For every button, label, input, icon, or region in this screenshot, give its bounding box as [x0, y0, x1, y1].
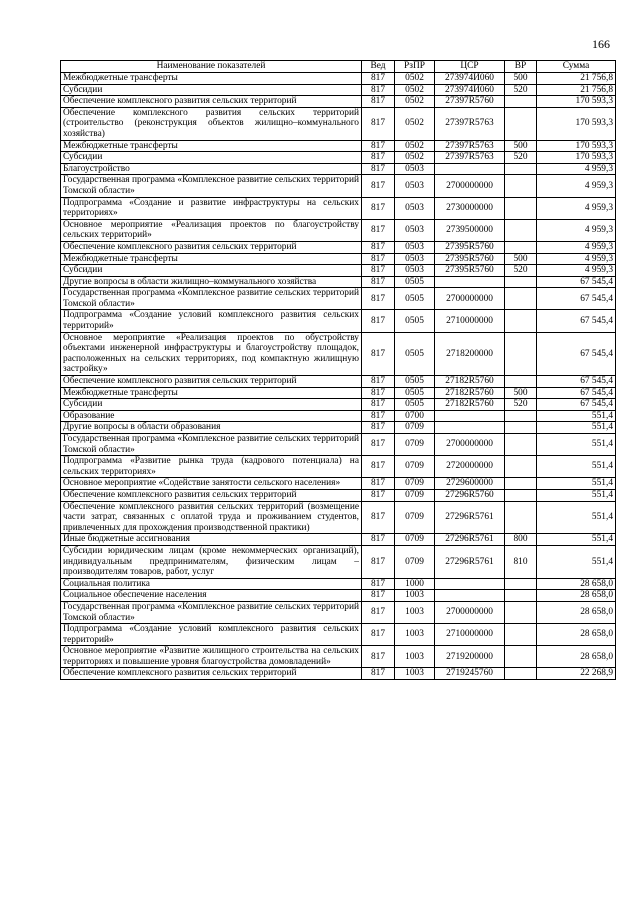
cell-vr — [505, 197, 537, 219]
cell-name: Другие вопросы в области жилищно–коммунального хозяйства — [61, 276, 362, 288]
cell-vr: 520 — [505, 399, 537, 411]
cell-csr: 27296R5761 — [435, 534, 505, 546]
table-row — [61, 501, 616, 534]
cell-csr: 27395R5760 — [435, 265, 505, 277]
cell-rzpr: 0503 — [395, 265, 435, 277]
cell-vr: 800 — [505, 534, 537, 546]
cell-sum: 551,4 — [537, 434, 616, 456]
cell-rzpr: 0503 — [395, 175, 435, 197]
cell-ved: 817 — [362, 422, 395, 434]
cell-csr: 27395R5760 — [435, 253, 505, 265]
cell-rzpr: 0709 — [395, 478, 435, 490]
table-row — [61, 163, 616, 175]
header-csr: ЦСР — [435, 61, 505, 73]
cell-sum: 67 545,4 — [537, 288, 616, 310]
cell-name: Подпрограмма «Создание и развитие инфраструктуры на сельских территориях» — [61, 197, 362, 219]
cell-vr: 810 — [505, 545, 537, 578]
cell-vr: 520 — [505, 265, 537, 277]
table-header-row — [61, 61, 616, 73]
cell-ved: 817 — [362, 624, 395, 646]
cell-ved: 817 — [362, 310, 395, 332]
cell-rzpr: 1003 — [395, 668, 435, 680]
cell-sum: 551,4 — [537, 534, 616, 546]
cell-vr — [505, 489, 537, 501]
cell-name: Межбюджетные трансферты — [61, 253, 362, 265]
cell-sum: 67 545,4 — [537, 376, 616, 388]
cell-rzpr: 1000 — [395, 578, 435, 590]
cell-name: Межбюджетные трансферты — [61, 73, 362, 85]
cell-rzpr: 0505 — [395, 288, 435, 310]
cell-sum: 28 658,0 — [537, 646, 616, 668]
cell-sum: 170 593,3 — [537, 96, 616, 108]
cell-rzpr: 0709 — [395, 422, 435, 434]
cell-name: Обеспечение комплексного развития сельских территорий — [61, 241, 362, 253]
cell-rzpr: 0502 — [395, 152, 435, 164]
header-ved: Вед — [362, 61, 395, 73]
cell-ved: 817 — [362, 152, 395, 164]
table-row — [61, 107, 616, 140]
cell-ved: 817 — [362, 73, 395, 85]
cell-ved: 817 — [362, 332, 395, 375]
cell-ved: 817 — [362, 253, 395, 265]
cell-rzpr: 0502 — [395, 140, 435, 152]
cell-sum: 67 545,4 — [537, 332, 616, 375]
cell-sum: 28 658,0 — [537, 624, 616, 646]
cell-vr: 520 — [505, 152, 537, 164]
cell-csr: 27397R5763 — [435, 140, 505, 152]
header-name: Наименование показателей — [61, 61, 362, 73]
cell-rzpr: 0700 — [395, 410, 435, 422]
cell-sum: 170 593,3 — [537, 140, 616, 152]
cell-vr — [505, 590, 537, 602]
cell-name: Подпрограмма «Развитие рынка труда (кадрового потенциала) на сельских территориях» — [61, 456, 362, 478]
cell-csr: 27182R5760 — [435, 376, 505, 388]
cell-rzpr: 0709 — [395, 501, 435, 534]
header-rzpr: РзПР — [395, 61, 435, 73]
cell-csr: 2719200000 — [435, 646, 505, 668]
cell-ved: 817 — [362, 376, 395, 388]
cell-vr: 500 — [505, 140, 537, 152]
table-row — [61, 310, 616, 332]
cell-vr — [505, 410, 537, 422]
cell-csr: 2710000000 — [435, 310, 505, 332]
cell-rzpr: 1003 — [395, 601, 435, 623]
cell-csr: 27296R5761 — [435, 545, 505, 578]
cell-rzpr: 0709 — [395, 534, 435, 546]
cell-csr: 2719245760 — [435, 668, 505, 680]
cell-ved: 817 — [362, 489, 395, 501]
table-row — [61, 410, 616, 422]
cell-name: Государственная программа «Комплексное развитие сельских территорий Томской области» — [61, 601, 362, 623]
cell-sum: 551,4 — [537, 501, 616, 534]
table-row — [61, 601, 616, 623]
cell-rzpr: 0503 — [395, 253, 435, 265]
cell-sum: 21 756,8 — [537, 84, 616, 96]
cell-vr — [505, 107, 537, 140]
cell-csr: 27182R5760 — [435, 387, 505, 399]
table-row — [61, 84, 616, 96]
cell-name: Социальное обеспечение населения — [61, 590, 362, 602]
cell-ved: 817 — [362, 434, 395, 456]
cell-rzpr: 0505 — [395, 376, 435, 388]
cell-csr: 27397R5760 — [435, 96, 505, 108]
table-row — [61, 96, 616, 108]
cell-vr — [505, 434, 537, 456]
cell-vr: 520 — [505, 84, 537, 96]
cell-sum: 551,4 — [537, 410, 616, 422]
cell-name: Субсидии — [61, 399, 362, 411]
cell-sum: 28 658,0 — [537, 601, 616, 623]
cell-rzpr: 0709 — [395, 456, 435, 478]
table-row — [61, 175, 616, 197]
cell-name: Подпрограмма «Создание условий комплексного развития сельских территорий» — [61, 310, 362, 332]
cell-sum: 21 756,8 — [537, 73, 616, 85]
table-row — [61, 422, 616, 434]
cell-name: Субсидии — [61, 265, 362, 277]
table-row — [61, 241, 616, 253]
budget-table — [60, 60, 616, 680]
cell-vr — [505, 478, 537, 490]
cell-name: Субсидии юридическим лицам (кроме некоммерческих организаций), индивидуальным предпринимателям, физическим лицам – производителям товаров, работ, услуг — [61, 545, 362, 578]
cell-sum: 170 593,3 — [537, 107, 616, 140]
table-row — [61, 646, 616, 668]
cell-vr — [505, 578, 537, 590]
cell-vr — [505, 646, 537, 668]
cell-name: Обеспечение комплексного развития сельских территорий — [61, 96, 362, 108]
table-row — [61, 434, 616, 456]
cell-csr — [435, 590, 505, 602]
cell-ved: 817 — [362, 96, 395, 108]
table-row — [61, 387, 616, 399]
table-row — [61, 578, 616, 590]
cell-sum: 28 658,0 — [537, 578, 616, 590]
cell-rzpr: 0709 — [395, 489, 435, 501]
cell-name: Основное мероприятие «Реализация проектов по обустройству объектами инженерной инфраструктуры и благоустройству площадок, расположенных на сельских территориях, под компактную жилищную застройку» — [61, 332, 362, 375]
cell-vr: 500 — [505, 253, 537, 265]
cell-name: Субсидии — [61, 84, 362, 96]
table-row — [61, 534, 616, 546]
cell-csr: 2729600000 — [435, 478, 505, 490]
cell-name: Государственная программа «Комплексное развитие сельских территорий Томской области» — [61, 434, 362, 456]
cell-sum: 551,4 — [537, 422, 616, 434]
cell-rzpr: 0502 — [395, 107, 435, 140]
cell-csr: 273974И060 — [435, 73, 505, 85]
cell-ved: 817 — [362, 501, 395, 534]
cell-vr — [505, 624, 537, 646]
table-row — [61, 668, 616, 680]
cell-vr — [505, 288, 537, 310]
cell-ved: 817 — [362, 276, 395, 288]
cell-name: Обеспечение комплексного развития сельских территорий — [61, 668, 362, 680]
cell-vr — [505, 422, 537, 434]
table-row — [61, 152, 616, 164]
cell-ved: 817 — [362, 478, 395, 490]
cell-csr — [435, 276, 505, 288]
cell-ved: 817 — [362, 107, 395, 140]
cell-rzpr: 0709 — [395, 434, 435, 456]
cell-csr: 2700000000 — [435, 288, 505, 310]
cell-sum: 551,4 — [537, 478, 616, 490]
table-row — [61, 456, 616, 478]
cell-ved: 817 — [362, 601, 395, 623]
cell-csr: 2700000000 — [435, 175, 505, 197]
cell-name: Основное мероприятие «Содействие занятости сельского населения» — [61, 478, 362, 490]
header-vr: ВР — [505, 61, 537, 73]
cell-sum: 551,4 — [537, 489, 616, 501]
cell-name: Межбюджетные трансферты — [61, 140, 362, 152]
cell-csr: 27296R5760 — [435, 489, 505, 501]
header-sum: Сумма — [537, 61, 616, 73]
cell-csr — [435, 410, 505, 422]
cell-rzpr: 1003 — [395, 590, 435, 602]
cell-csr: 2700000000 — [435, 601, 505, 623]
cell-ved: 817 — [362, 399, 395, 411]
cell-ved: 817 — [362, 219, 395, 241]
table-row — [61, 545, 616, 578]
cell-ved: 817 — [362, 241, 395, 253]
cell-ved: 817 — [362, 163, 395, 175]
cell-csr — [435, 578, 505, 590]
cell-rzpr: 0503 — [395, 197, 435, 219]
cell-vr: 500 — [505, 387, 537, 399]
cell-vr: 500 — [505, 73, 537, 85]
cell-name: Благоустройство — [61, 163, 362, 175]
table-row — [61, 478, 616, 490]
cell-sum: 67 545,4 — [537, 387, 616, 399]
cell-vr — [505, 668, 537, 680]
cell-sum: 4 959,3 — [537, 175, 616, 197]
table-row — [61, 332, 616, 375]
cell-rzpr: 1003 — [395, 624, 435, 646]
cell-rzpr: 0505 — [395, 310, 435, 332]
cell-vr — [505, 241, 537, 253]
cell-sum: 67 545,4 — [537, 276, 616, 288]
cell-rzpr: 0505 — [395, 399, 435, 411]
cell-vr — [505, 175, 537, 197]
cell-sum: 22 268,9 — [537, 668, 616, 680]
cell-name: Обеспечение комплексного развития сельских территорий — [61, 376, 362, 388]
cell-rzpr: 0503 — [395, 219, 435, 241]
table-row — [61, 73, 616, 85]
cell-rzpr: 0502 — [395, 96, 435, 108]
cell-vr — [505, 163, 537, 175]
table-row — [61, 140, 616, 152]
cell-name: Обеспечение комплексного развития сельских территорий (строительство (реконструкция объектов жилищно–коммунального хозяйства) — [61, 107, 362, 140]
table-row — [61, 276, 616, 288]
cell-ved: 817 — [362, 288, 395, 310]
table-row — [61, 288, 616, 310]
cell-rzpr: 1003 — [395, 646, 435, 668]
cell-csr: 273974И060 — [435, 84, 505, 96]
cell-sum: 67 545,4 — [537, 399, 616, 411]
cell-sum: 4 959,3 — [537, 241, 616, 253]
cell-ved: 817 — [362, 646, 395, 668]
table-row — [61, 253, 616, 265]
cell-vr — [505, 501, 537, 534]
cell-ved: 817 — [362, 175, 395, 197]
page-number: 166 — [592, 37, 610, 51]
cell-vr — [505, 276, 537, 288]
cell-rzpr: 0709 — [395, 545, 435, 578]
cell-name: Межбюджетные трансферты — [61, 387, 362, 399]
cell-sum: 4 959,3 — [537, 197, 616, 219]
cell-csr: 2710000000 — [435, 624, 505, 646]
cell-name: Основное мероприятие «Реализация проектов по благоустройству сельских территорий» — [61, 219, 362, 241]
cell-ved: 817 — [362, 456, 395, 478]
cell-ved: 817 — [362, 534, 395, 546]
cell-csr — [435, 163, 505, 175]
cell-vr — [505, 456, 537, 478]
table-row — [61, 489, 616, 501]
cell-ved: 817 — [362, 265, 395, 277]
cell-name: Другие вопросы в области образования — [61, 422, 362, 434]
cell-csr — [435, 422, 505, 434]
cell-ved: 817 — [362, 578, 395, 590]
cell-vr — [505, 376, 537, 388]
cell-sum: 551,4 — [537, 456, 616, 478]
cell-name: Образование — [61, 410, 362, 422]
cell-sum: 28 658,0 — [537, 590, 616, 602]
cell-name: Субсидии — [61, 152, 362, 164]
cell-name: Подпрограмма «Создание условий комплексного развития сельских территорий» — [61, 624, 362, 646]
cell-rzpr: 0502 — [395, 84, 435, 96]
cell-sum: 4 959,3 — [537, 265, 616, 277]
cell-name: Обеспечение комплексного развития сельских территорий (возмещение части затрат, связанных с оплатой труда и проживанием студентов, привлеченных для прохождения производственной практики) — [61, 501, 362, 534]
cell-vr — [505, 219, 537, 241]
cell-ved: 817 — [362, 140, 395, 152]
cell-sum: 4 959,3 — [537, 219, 616, 241]
cell-name: Обеспечение комплексного развития сельских территорий — [61, 489, 362, 501]
cell-csr: 27182R5760 — [435, 399, 505, 411]
cell-csr: 27296R5761 — [435, 501, 505, 534]
cell-rzpr: 0502 — [395, 73, 435, 85]
cell-csr: 27395R5760 — [435, 241, 505, 253]
table-row — [61, 219, 616, 241]
cell-rzpr: 0503 — [395, 163, 435, 175]
cell-csr: 2718200000 — [435, 332, 505, 375]
cell-sum: 4 959,3 — [537, 253, 616, 265]
cell-csr: 2720000000 — [435, 456, 505, 478]
cell-rzpr: 0503 — [395, 241, 435, 253]
cell-rzpr: 0505 — [395, 276, 435, 288]
cell-ved: 817 — [362, 387, 395, 399]
cell-ved: 817 — [362, 410, 395, 422]
cell-csr: 27397R5763 — [435, 107, 505, 140]
cell-name: Основное мероприятие «Развитие жилищного строительства на сельских территориях и повышение уровня благоустройства домовладений» — [61, 646, 362, 668]
cell-name: Социальная политика — [61, 578, 362, 590]
cell-name: Государственная программа «Комплексное развитие сельских территорий Томской области» — [61, 175, 362, 197]
cell-sum: 4 959,3 — [537, 163, 616, 175]
cell-rzpr: 0505 — [395, 332, 435, 375]
cell-csr: 2739500000 — [435, 219, 505, 241]
cell-csr: 2730000000 — [435, 197, 505, 219]
table-row — [61, 399, 616, 411]
cell-sum: 67 545,4 — [537, 310, 616, 332]
table-row — [61, 624, 616, 646]
cell-ved: 817 — [362, 545, 395, 578]
cell-vr — [505, 310, 537, 332]
cell-rzpr: 0505 — [395, 387, 435, 399]
cell-vr — [505, 96, 537, 108]
cell-name: Государственная программа «Комплексное развитие сельских территорий Томской области» — [61, 288, 362, 310]
cell-ved: 817 — [362, 668, 395, 680]
cell-csr: 27397R5763 — [435, 152, 505, 164]
cell-vr — [505, 332, 537, 375]
cell-sum: 551,4 — [537, 545, 616, 578]
table-row — [61, 590, 616, 602]
cell-ved: 817 — [362, 84, 395, 96]
table-row — [61, 376, 616, 388]
cell-csr: 2700000000 — [435, 434, 505, 456]
cell-vr — [505, 601, 537, 623]
cell-ved: 817 — [362, 590, 395, 602]
table-row — [61, 197, 616, 219]
cell-name: Иные бюджетные ассигнования — [61, 534, 362, 546]
cell-ved: 817 — [362, 197, 395, 219]
cell-sum: 170 593,3 — [537, 152, 616, 164]
table-row — [61, 265, 616, 277]
